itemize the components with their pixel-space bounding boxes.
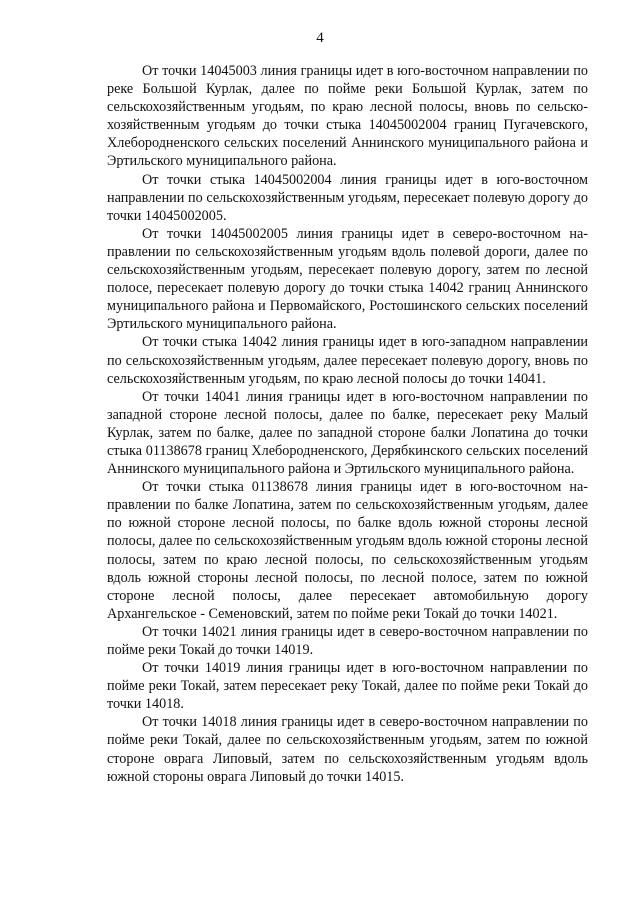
- paragraph: От точки 14045003 линия границы идет в юго-восточном направлении по реке Большой Курлак, далее по пойме реки Большой Курлак, затем по сельскохозяйственным угодьям, по краю лесной полосы, вновь по сельскохозяйственным угодьям до точки стыка 14045002004 границ Пугачевского, Хлебородненского сельских поселений Аннинского муниципального района и Эртильского муниципального района.: [107, 63, 588, 170]
- page-number: 4: [316, 30, 324, 46]
- paragraph: От точки стыка 01138678 линия границы идет в юго-восточном направлении по балке Лопатина, затем по сельскохозяйственным угодьям, далее по южной стороне лесной полосы, по балке вдоль южной стороны лесной полосы, далее по сельскохозяйственным угодьям вдоль южной стороны лесной полосы, затем по краю лесной полосы, по сельскохозяйственным угодьям вдоль южной стороны лесной полосы, по лесной полосе, затем по южной стороне лесной полосы, далее пересекает автомобильную дорогу Архангельское - Семеновский, затем по пойме реки Токай до точки 14021.: [107, 479, 588, 622]
- paragraph: От точки 14045002005 линия границы идет в северо-восточном направлении по сельскохозяйственным угодьям вдоль полевой дороги, далее по сельскохозяйственным угодьям, пересекает полевую дорогу, затем по лесной полосе, пересекает полевую дорогу до точки стыка 14042 границ Аннинского муниципального района и Первомайского, Ростошинского сельских поселений Эртильского муниципального района.: [107, 225, 588, 333]
- paragraph: От точки стыка 14045002004 линия границы идет в юго-восточном направлении по сельскохозяйственным угодьям, пересекает полевую дорогу до точки 14045002005.: [107, 171, 588, 224]
- document-body: [107, 62, 588, 786]
- paragraph: От точки 14021 линия границы идет в северо-восточном направлении по пойме реки Токай до точки 14019.: [107, 623, 588, 658]
- paragraph: От точки 14018 линия границы идет в северо-восточном направлении по пойме реки Токай, далее по сельскохозяйственным угодьям, затем по южной стороне оврага Липовый, затем по сельскохозяйственным угодьям вдоль южной стороны оврага Липовый до точки 14015.: [107, 714, 588, 785]
- paragraph: От точки 14041 линия границы идет в юго-восточном направлении по западной стороне лесной полосы, далее по балке, пересекает реку Малый Курлак, затем по балке, далее по западной стороне балки Лопатина до точки стыка 01138678 границ Хлебородненского, Дерябкинского сельских поселений Аннинского муниципального района и Эртильского муниципального района.: [107, 388, 588, 478]
- paragraph: От точки стыка 14042 линия границы идет в юго-западном направлении по сельскохозяйственным угодьям, далее пересекает полевую дорогу, вновь по сельскохозяйственным угодьям, по краю лесной полосы до точки 14041.: [107, 334, 588, 387]
- paragraph: От точки 14019 линия границы идет в юго-восточном направлении по пойме реки Токай, затем пересекает реку Токай, далее по пойме реки Токай до точки 14018.: [107, 660, 588, 713]
